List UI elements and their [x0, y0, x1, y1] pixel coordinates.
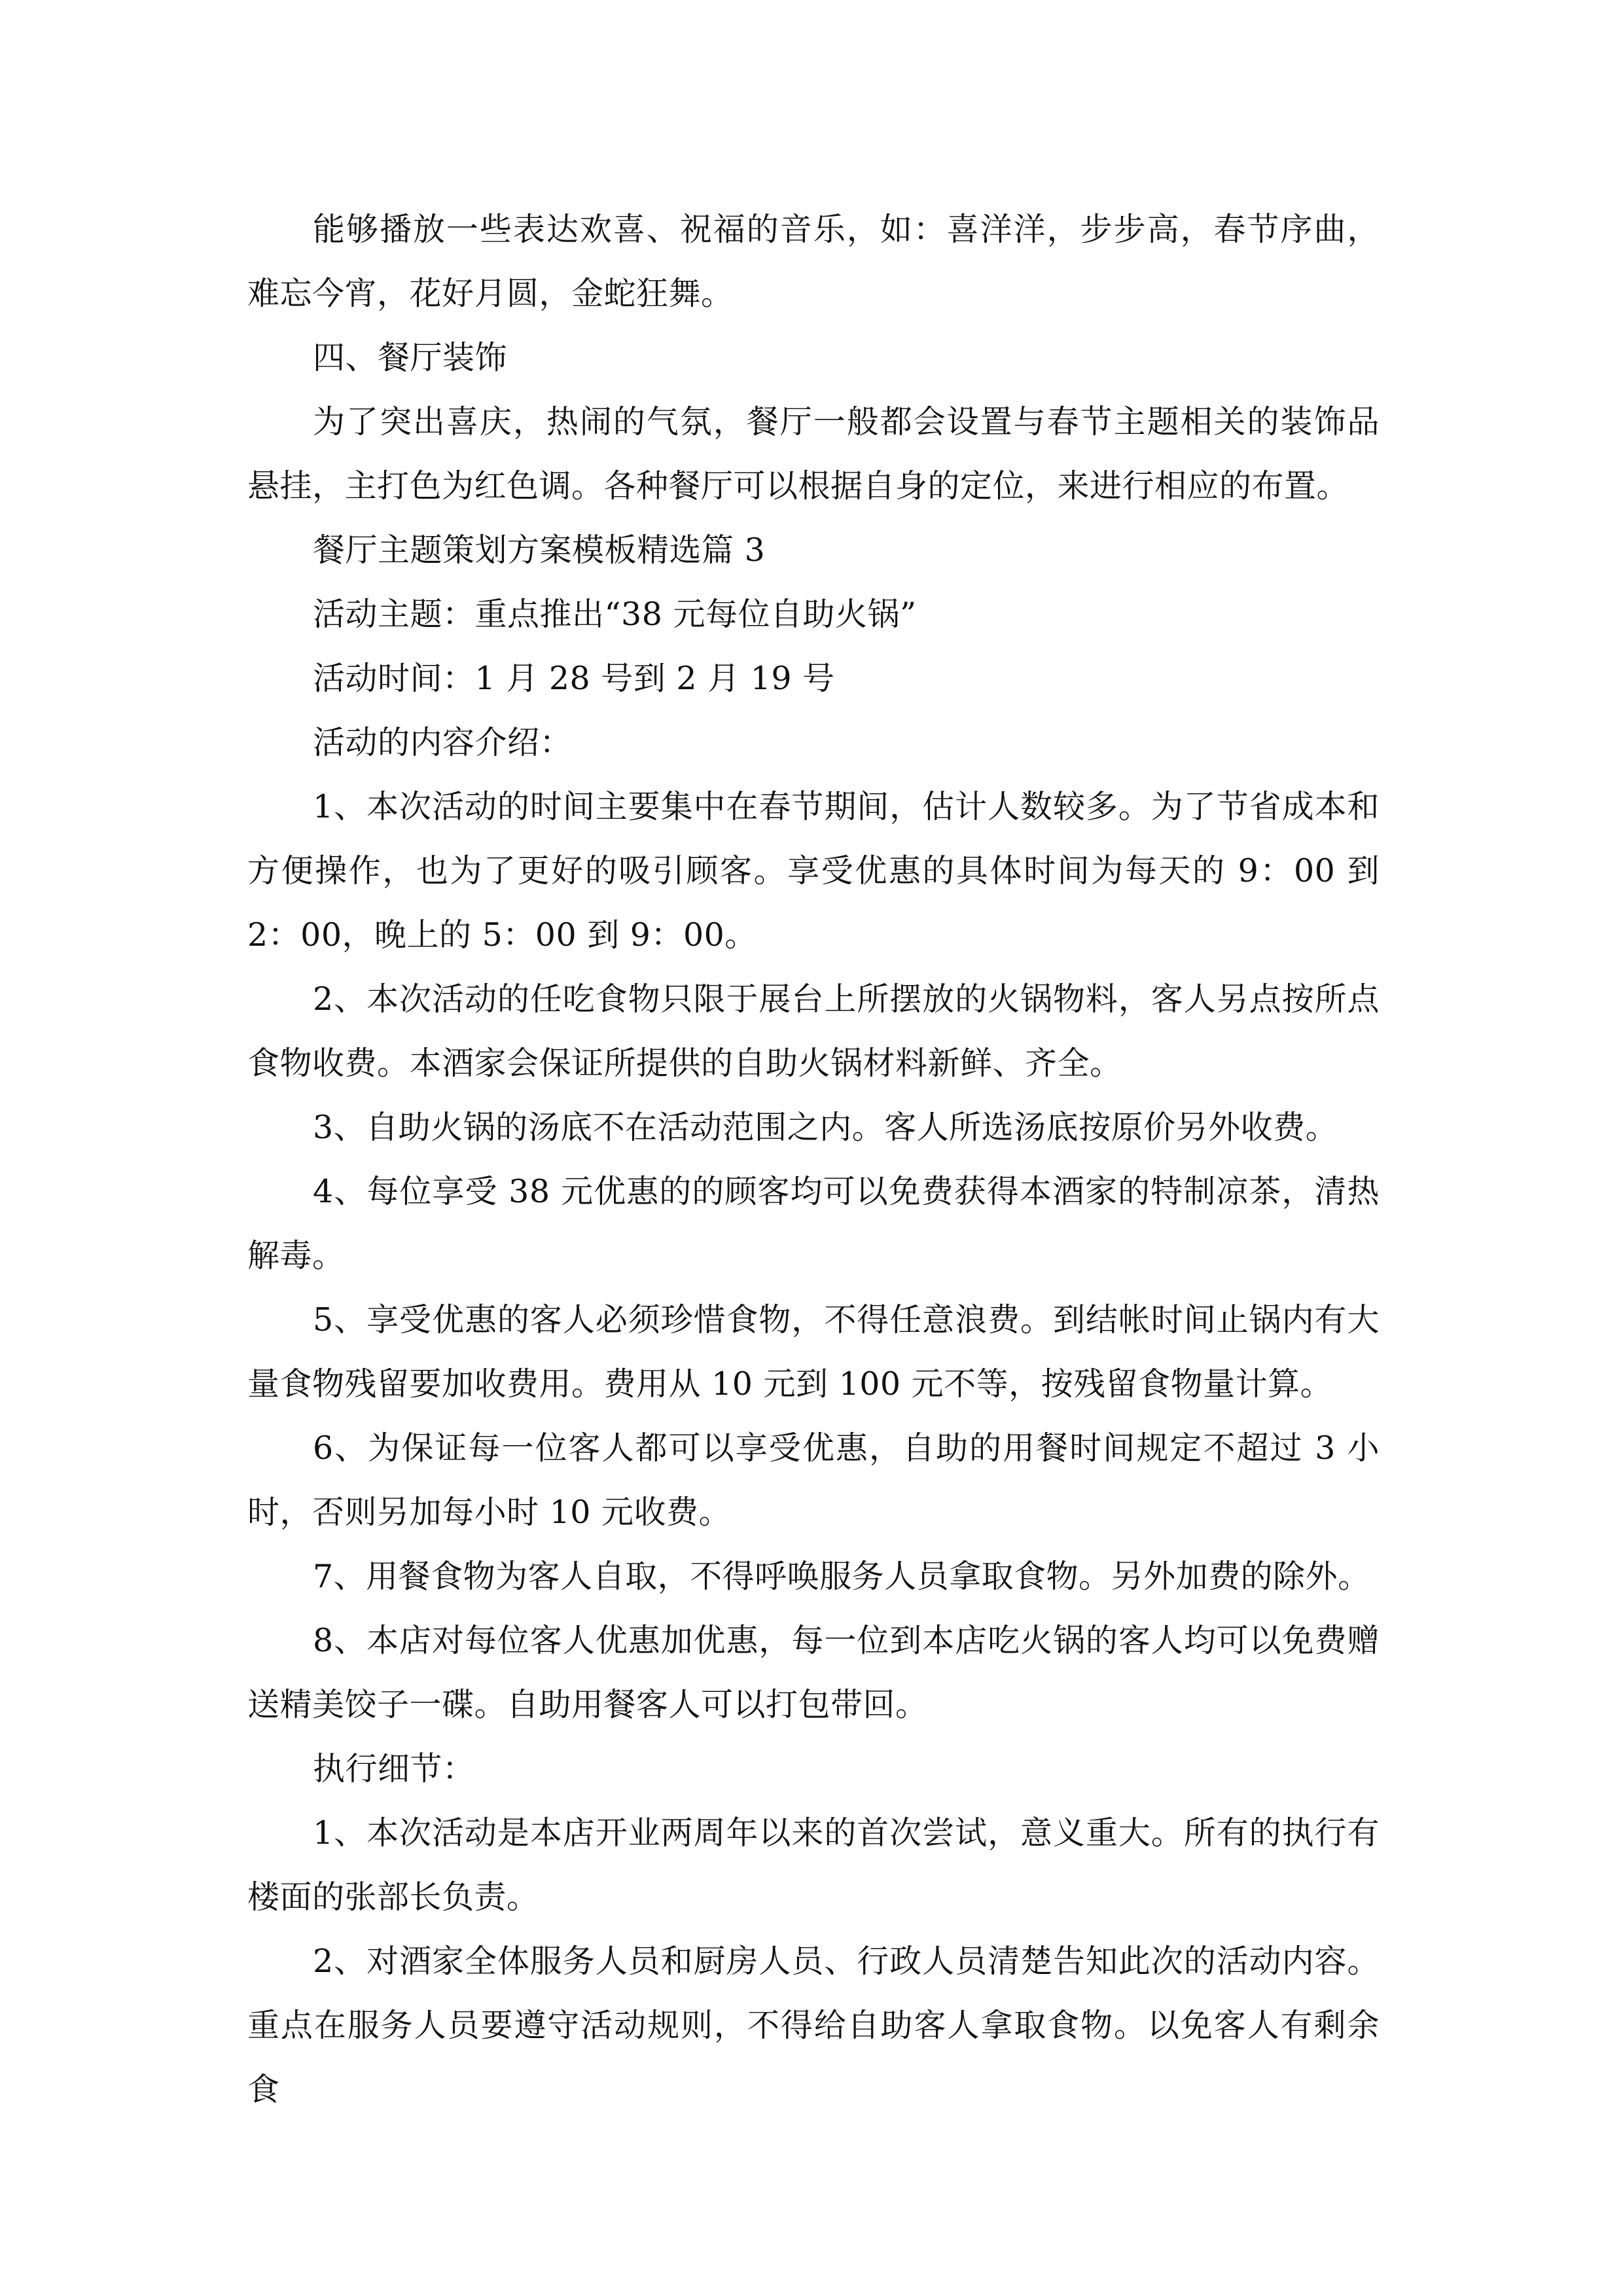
section-heading-execution: 执行细节： — [313, 1750, 475, 1787]
section-heading-plan-3: 餐厅主题策划方案模板精选篇 3 — [313, 531, 766, 569]
paragraph-decoration: 为了突出喜庆，热闹的气氛，餐厅一般都会设置与春节主题相关的装饰品悬挂，主打色为红色调。各种餐厅可以根据自身的定位，来进行相应的布置。 — [247, 403, 1380, 505]
paragraph-item-6: 6、为保证每一位客人都可以享受优惠，自助的用餐时间规定不超过 3 小时，否则另加每小时 10 元收费。 — [247, 1429, 1380, 1531]
paragraph-item-1: 1、本次活动的时间主要集中在春节期间，估计人数较多。为了节省成本和方便操作，也为了更好的吸引顾客。享受优惠的具体时间为每天的 9：00 到 2：00，晚上的 5：00 到 9：00。 — [247, 788, 1380, 954]
paragraph-item-3: 3、自助火锅的汤底不在活动范围之内。客人所选汤底按原价另外收费。 — [313, 1109, 1338, 1146]
paragraph-item-2: 2、本次活动的任吃食物只限于展台上所摆放的火锅物料，客人另点按所点食物收费。本酒家会保证所提供的自助火锅材料新鲜、齐全。 — [247, 980, 1380, 1082]
paragraph-item-4: 4、每位享受 38 元优惠的的顾客均可以免费获得本酒家的特制凉茶，清热解毒。 — [247, 1173, 1380, 1274]
paragraph-music: 能够播放一些表达欢喜、祝福的音乐，如：喜洋洋，步步高，春节序曲，难忘今宵，花好月圆，金蛇狂舞。 — [247, 211, 1380, 312]
paragraph-item-5: 5、享受优惠的客人必须珍惜食物，不得任意浪费。到结帐时间止锅内有大量食物残留要加收费用。费用从 10 元到 100 元不等，按残留食物量计算。 — [247, 1301, 1380, 1403]
paragraph-exec-2: 2、对酒家全体服务人员和厨房人员、行政人员清楚告知此次的活动内容。重点在服务人员要遵守活动规则，不得给自助客人拿取食物。以免客人有剩余食 — [247, 1943, 1380, 2108]
section-heading-decoration: 四、餐厅装饰 — [313, 339, 508, 376]
document-body — [247, 198, 1380, 2122]
paragraph-item-7: 7、用餐食物为客人自取，不得呼唤服务人员拿取食物。另外加费的除外。 — [313, 1558, 1370, 1595]
paragraph-content-intro: 活动的内容介绍： — [313, 724, 573, 761]
paragraph-time: 活动时间：1 月 28 号到 2 月 19 号 — [313, 660, 835, 697]
paragraph-exec-1: 1、本次活动是本店开业两周年以来的首次尝试，意义重大。所有的执行有楼面的张部长负责。 — [247, 1814, 1380, 1916]
paragraph-theme: 活动主题：重点推出“38 元每位自助火锅” — [313, 596, 917, 633]
paragraph-item-8: 8、本店对每位客人优惠加优惠，每一位到本店吃火锅的客人均可以免费赠送精美饺子一碟。自助用餐客人可以打包带回。 — [247, 1622, 1380, 1723]
